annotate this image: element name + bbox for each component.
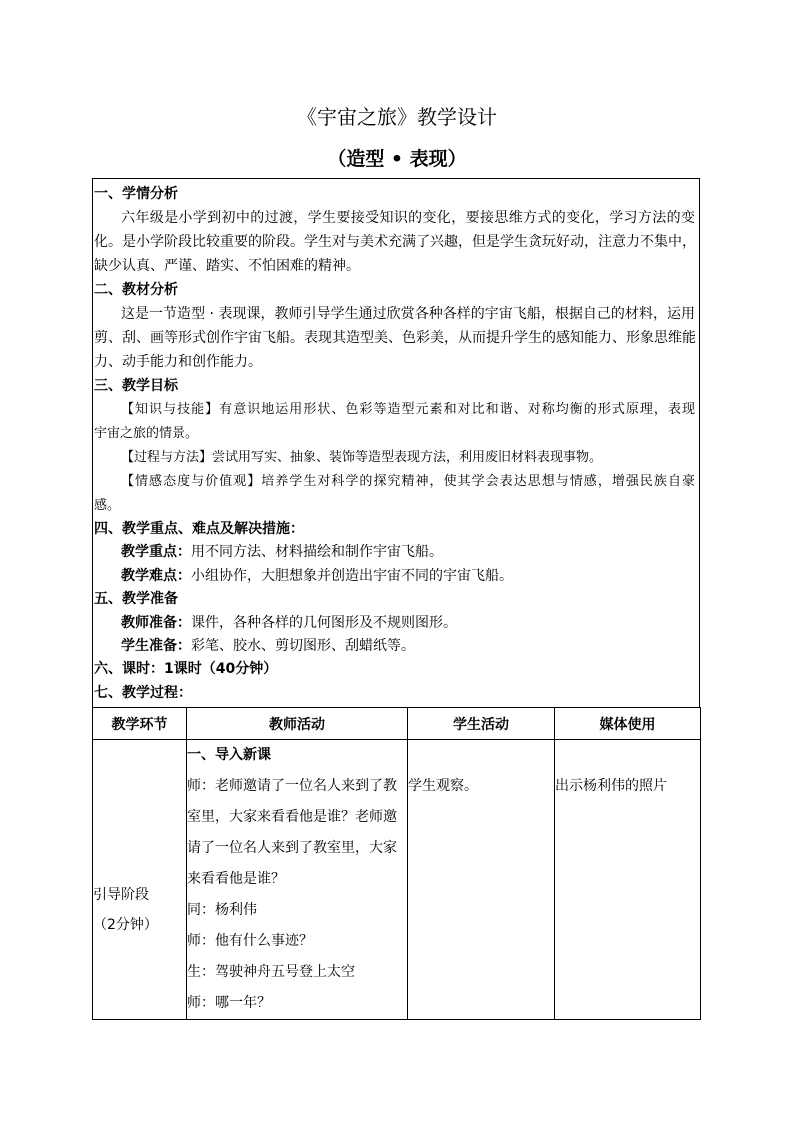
document-subtitle: （造型 • 表现） bbox=[327, 148, 467, 170]
learner-analysis-line: 化。是小学阶段比较重要的阶段。学生对与美术充满了兴趣，但是学生贪玩好动，注意力不集中， bbox=[94, 234, 696, 250]
table-row bbox=[93, 740, 701, 1020]
teacher-activity-cell bbox=[187, 740, 408, 1020]
header-student-activity: 学生活动 bbox=[408, 708, 555, 740]
teacher-activity-line: 师：哪一年？ bbox=[187, 995, 271, 1011]
teacher-preparation-label: 教师准备： bbox=[121, 615, 191, 631]
section-heading-key-points: 四、教学重点、难点及解决措施： bbox=[94, 521, 304, 537]
key-point-label: 教学重点： bbox=[121, 544, 191, 560]
difficult-point-line bbox=[93, 566, 699, 586]
design-overview-box bbox=[92, 178, 700, 708]
section-heading-preparation: 五、教学准备 bbox=[94, 591, 178, 607]
difficult-point-label: 教学难点： bbox=[121, 568, 191, 584]
teacher-activity-line: 室里，大家来看看他是谁？老师邀 bbox=[187, 809, 397, 825]
learner-analysis-line: 六年级是小学到初中的过渡，学生要接受知识的变化，要接思维方式的变化，学习方法的变 bbox=[121, 210, 695, 226]
section-heading-material-analysis: 二、教材分析 bbox=[94, 282, 178, 298]
teacher-activity-line: 来看看他是谁？ bbox=[187, 871, 285, 887]
section-heading-class-hours: 六、课时：1课时（40分钟） bbox=[94, 661, 278, 677]
table-header-row bbox=[93, 708, 701, 740]
teacher-preparation-line bbox=[93, 613, 699, 633]
student-preparation-text: 彩笔、胶水、剪切图形、刮蜡纸等。 bbox=[191, 638, 415, 654]
stage-time: （2分钟） bbox=[93, 916, 158, 933]
student-activity-cell bbox=[408, 740, 555, 1020]
section-heading-teaching-process: 七、教学过程： bbox=[94, 685, 192, 701]
goal-attitude-line: 感。 bbox=[94, 498, 121, 513]
goal-knowledge-line: 【知识与技能】有意识地运用形状、色彩等造型元素和对比和谐、对称均衡的形式原理，表现 bbox=[121, 402, 695, 417]
student-activity-text: 学生观察。 bbox=[408, 778, 478, 794]
learner-analysis-line: 缺少认真、严谨、踏实、不怕困难的精神。 bbox=[94, 258, 360, 274]
teacher-activity-line: 请了一位名人来到了教室里，大家 bbox=[187, 840, 397, 856]
key-point-text: 用不同方法、材料描绘和制作宇宙飞船。 bbox=[191, 544, 443, 560]
teacher-activity-line: 同：杨利伟 bbox=[187, 902, 257, 918]
media-use-text: 出示杨利伟的照片 bbox=[555, 778, 667, 794]
goal-attitude-line: 【情感态度与价值观】培养学生对科学的探究精神，使其学会表达思想与情感，增强民族自豪 bbox=[121, 474, 695, 489]
key-point-line bbox=[93, 542, 699, 562]
document-title: 《宇宙之旅》教学设计 bbox=[297, 105, 497, 129]
teaching-process-table bbox=[92, 707, 701, 1020]
teacher-activity-line: 师：老师邀请了一位名人来到了教 bbox=[187, 778, 397, 794]
goal-knowledge-line: 宇宙之旅的情景。 bbox=[94, 426, 199, 441]
stage-name: 引导阶段 bbox=[93, 886, 149, 903]
material-analysis-line: 力、动手能力和创作能力。 bbox=[94, 354, 262, 370]
material-analysis-line: 剪、刮、画等形式创作宇宙飞船。表现其造型美、色彩美，从而提升学生的感知能力、形象思维能 bbox=[94, 330, 696, 346]
goal-process-line: 【过程与方法】尝试用写实、抽象、装饰等造型表现方法，利用废旧材料表现事物。 bbox=[121, 450, 603, 465]
media-use-cell bbox=[555, 740, 701, 1020]
header-media-use: 媒体使用 bbox=[555, 708, 701, 740]
teacher-activity-line: 生：驾驶神舟五号登上太空 bbox=[187, 964, 355, 980]
teacher-preparation-text: 课件，各种各样的几何图形及不规则图形。 bbox=[191, 615, 457, 631]
student-preparation-line bbox=[93, 636, 699, 656]
header-stage: 教学环节 bbox=[93, 708, 187, 740]
section-heading-learner-analysis: 一、学情分析 bbox=[94, 186, 178, 202]
teacher-activity-line: 一、导入新课 bbox=[187, 747, 271, 763]
section-heading-teaching-goals: 三、教学目标 bbox=[94, 378, 178, 394]
header-teacher-activity: 教师活动 bbox=[187, 708, 408, 740]
student-preparation-label: 学生准备： bbox=[121, 638, 191, 654]
difficult-point-text: 小组协作，大胆想象并创造出宇宙不同的宇宙飞船。 bbox=[191, 568, 513, 584]
teacher-activity-line: 师：他有什么事迹？ bbox=[187, 933, 313, 949]
stage-cell bbox=[93, 740, 187, 1020]
material-analysis-line: 这是一节造型 · 表现课，教师引导学生通过欣赏各种各样的宇宙飞船，根据自己的材料，运用 bbox=[121, 306, 695, 322]
